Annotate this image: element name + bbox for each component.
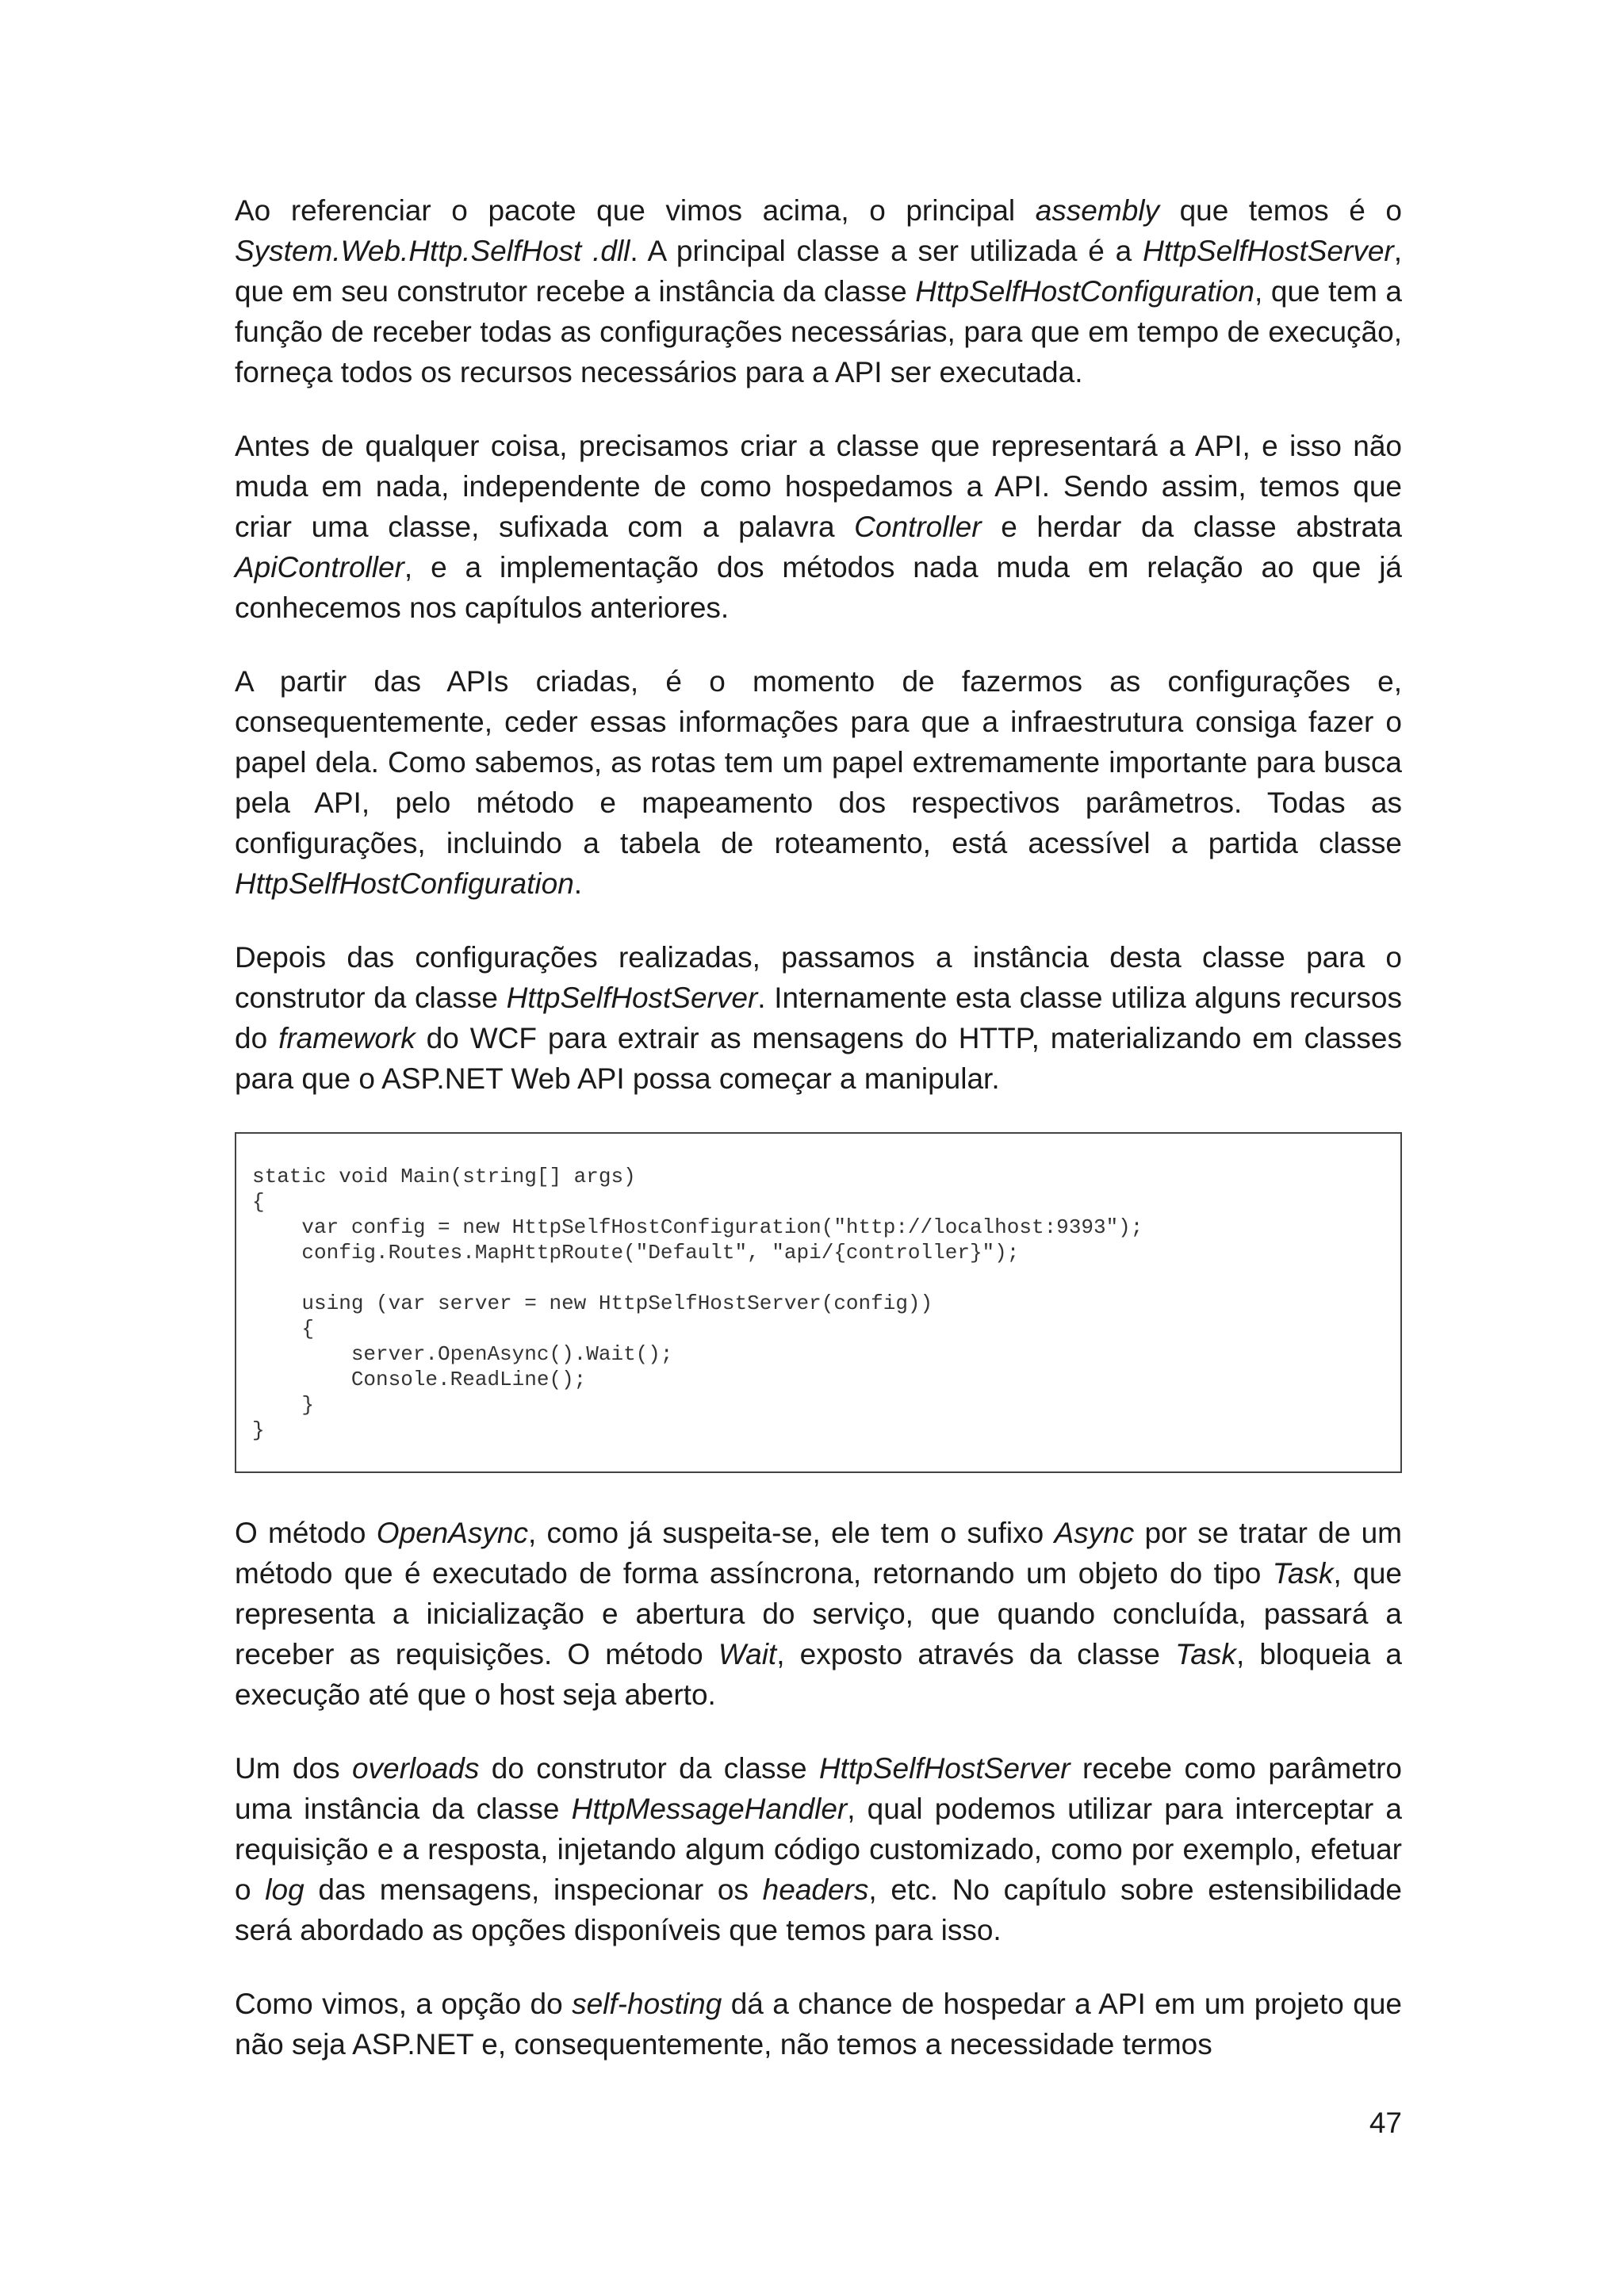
paragraph-text: das mensagens, inspecionar os (304, 1873, 763, 1906)
code-line: var config = new HttpSelfHostConfiguration("http://localhost:9393"); (252, 1215, 1143, 1239)
italic-term: HttpSelfHostServer (506, 982, 758, 1014)
italic-term: assembly (1035, 194, 1160, 227)
paragraph-text: . A principal classe a ser utilizada é a (630, 235, 1143, 267)
body-paragraph (235, 190, 1402, 392)
paragraph-text: que temos é o (1159, 194, 1402, 227)
code-line: config.Routes.MapHttpRoute("Default", "api/{controller}"); (252, 1241, 1020, 1265)
italic-term: HttpSelfHostConfiguration (235, 867, 574, 900)
paragraph-text: . (573, 867, 583, 900)
italic-term: Task (1175, 1638, 1236, 1670)
paragraph-text: , qual podemos utilizar para interceptar a requisição e a resposta, injetando algum código customizado, como por exemplo, efetuar o (235, 1793, 1402, 1906)
body-paragraph (235, 661, 1402, 904)
body-paragraph (235, 426, 1402, 628)
paragraph-text: do construtor da classe (479, 1752, 819, 1785)
code-line: { (252, 1190, 265, 1214)
paragraph-text: Ao referenciar o pacote que vimos acima, o principal (235, 194, 1036, 227)
italic-term: System.Web.Http.SelfHost .dll (235, 235, 630, 267)
paragraph-text: , etc. No capítulo sobre estensibilidade será abordado as opções disponíveis que temos para isso. (235, 1873, 1402, 1946)
italic-term: HttpMessageHandler (571, 1793, 848, 1825)
italic-term: Async (1054, 1517, 1135, 1549)
paragraph-text: , bloqueia a execução até que o host seja aberto. (235, 1638, 1402, 1711)
italic-term: framework (278, 1022, 416, 1054)
italic-term: HttpSelfHostServer (818, 1752, 1071, 1785)
code-line: using (var server = new HttpSelfHostServer(config)) (252, 1292, 933, 1315)
paragraph-text: O método (235, 1517, 377, 1549)
paragraph-text: , que em seu construtor recebe a instância da classe (235, 235, 1403, 308)
italic-term: Wait (718, 1638, 777, 1670)
paragraph-text: A partir das APIs criadas, é o momento de fazermos as configurações e, consequentemente, ceder essas informações para que a infraestrutura consiga fazer o papel dela. Como sabemos, as rotas tem um papel extremamente importante para busca pela API, pelo método e mapeamento dos respectivos parâmetros. Todas as configurações, incluindo a tabela de roteamento, está acessível a partida classe (235, 665, 1402, 859)
italic-term: overloads (351, 1752, 480, 1785)
paragraph-text: , que representa a inicialização e abertura do serviço, que quando concluída, passará a receber as requisições. O método (235, 1557, 1402, 1670)
code-line: } (252, 1418, 265, 1442)
code-block (235, 1132, 1402, 1473)
paragraph-text: do WCF para extrair as mensagens do HTTP, materializando em classes para que o ASP.NET Web API possa começar a manipular. (235, 1022, 1402, 1095)
paragraph-text: , exposto através da classe (776, 1638, 1176, 1670)
body-paragraph (235, 1984, 1402, 2064)
paragraph-text: Depois das configurações realizadas, passamos a instância desta classe para o construtor da classe (235, 941, 1402, 1014)
code-line: server.OpenAsync().Wait(); (252, 1342, 673, 1366)
italic-term: headers (762, 1873, 869, 1906)
paragraph-text: , e a implementação dos métodos nada muda em relação ao que já conhecemos nos capítulos anteriores. (235, 551, 1402, 624)
italic-term: Task (1272, 1557, 1334, 1590)
italic-term: Controller (854, 511, 982, 543)
paragraph-text: , que tem a função de receber todas as configurações necessárias, para que em tempo de execução, forneça todos os recursos necessários para a API ser executada. (235, 275, 1403, 388)
italic-term: ApiController (235, 551, 404, 584)
paragraph-text: recebe como parâmetro uma instância da classe (235, 1752, 1402, 1825)
paragraph-text: . Internamente esta classe utiliza alguns recursos do (235, 982, 1403, 1054)
paragraphs-after-code (235, 1513, 1402, 2064)
paragraphs-before-code (235, 190, 1402, 1099)
code-line: static void Main(string[] args) (252, 1165, 636, 1188)
italic-term: log (265, 1873, 304, 1906)
paragraph-text: e herdar da classe abstrata (981, 511, 1403, 543)
paragraph-text: por se tratar de um método que é executado de forma assíncrona, retornando um objeto do tipo (235, 1517, 1402, 1590)
code-line (252, 1265, 1385, 1291)
code-line: Console.ReadLine(); (252, 1368, 587, 1391)
italic-term: OpenAsync (376, 1517, 528, 1549)
paragraph-text: , como já suspeita-se, ele tem o sufixo (528, 1517, 1055, 1549)
paragraph-text: Como vimos, a opção do (235, 1988, 573, 2020)
paragraph-text: Antes de qualquer coisa, precisamos criar a classe que representará a API, e isso não muda em nada, independente de como hospedamos a API. Sendo assim, temos que criar uma classe, sufixada com a palavra (235, 430, 1402, 543)
body-paragraph (235, 1513, 1402, 1715)
page-number: 47 (1369, 2107, 1402, 2139)
code-line: } (252, 1393, 315, 1417)
body-paragraph (235, 937, 1402, 1099)
italic-term: HttpSelfHostServer (1143, 235, 1394, 267)
paragraph-text: dá a chance de hospedar a API em um projeto que não seja ASP.NET e, consequentemente, não temos a necessidade termos (235, 1988, 1402, 2061)
italic-term: HttpSelfHostConfiguration (915, 275, 1255, 308)
paragraph-text: Um dos (235, 1752, 352, 1785)
body-paragraph (235, 1748, 1402, 1950)
code-line: { (252, 1317, 315, 1341)
italic-term: self-hosting (572, 1988, 722, 2020)
page-content (235, 190, 1402, 2098)
